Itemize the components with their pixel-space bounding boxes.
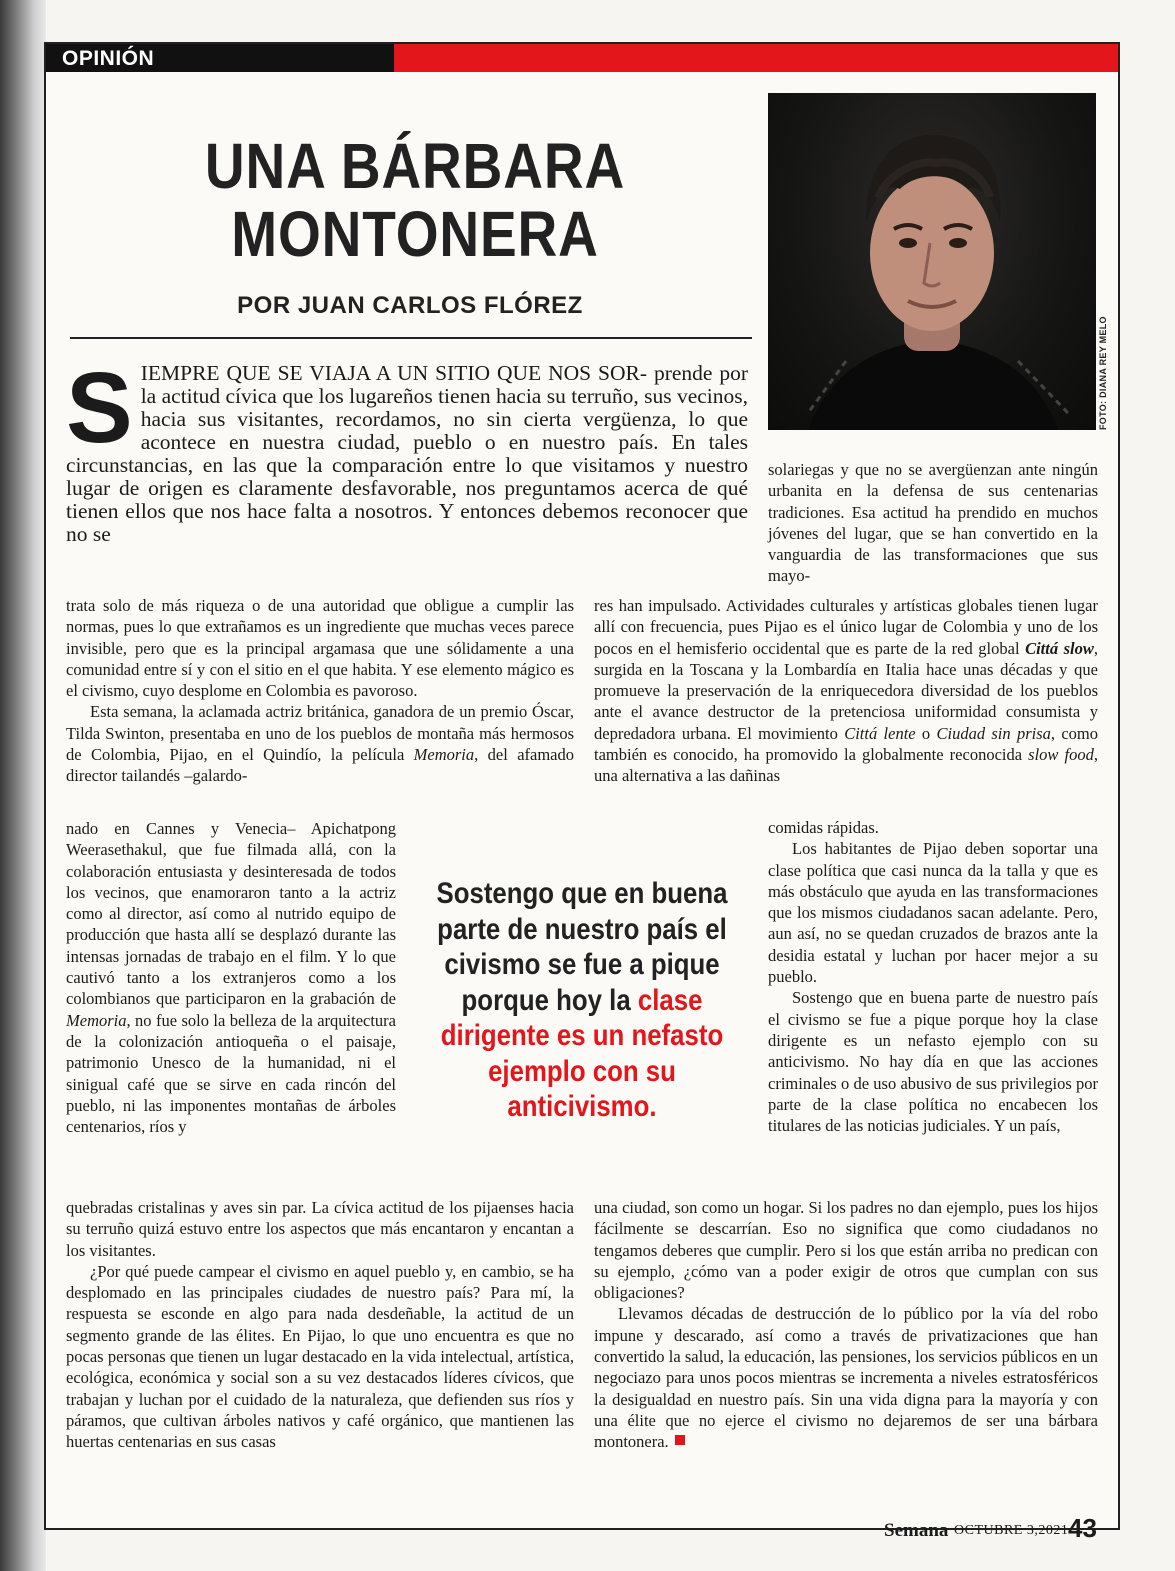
author-photo (768, 93, 1096, 430)
body-paragraph: solariegas y que no se avergüenzan ante ningún urbanita en la defensa de sus centenarias tradiciones. Esa actitud ha prendido en muchos jóvenes del lugar, que se han convertido en la vanguardia de las transformaciones que sus mayo- (768, 460, 1098, 586)
column-left-narrow (66, 818, 396, 1137)
text-run: res han impulsado. Actividades culturales y artísticas globales tienen lugar allí con frecuencia, pues Pijao es el único lugar de Colombia y uno de los pocos en el hemisferio occidental que es parte de la red global (594, 596, 1098, 658)
pull-quote-black: Sostengo que en buena parte de nuestro país el civismo se fue a pique porque hoy la (436, 877, 728, 1017)
column-right-narrow (768, 817, 1098, 1136)
text-run: nado en Cannes y Venecia– Apichatpong Weerasethakul, que fue filmada allá, con la colaboración entusiasta y desinteresada de todos los vecinos, que enamoraron tanto a la actriz como al director, así como al nutrido equipo de producción que hasta allí se desplazó durante las intensas jornadas de trabajo en el film. Y lo que cautivó tanto a los extranjeros como a los colombianos que participaron en la grabación de (66, 819, 396, 1009)
body-paragraph: trata solo de más riqueza o de una autoridad que obligue a cumplir las normas, pues lo que extrañamos es un ingrediente que muchas veces parece invisible, pero que es la principal argamasa que une sólidamente a una comunidad entre sí y con el sitio en el que habita. Y ese elemento mágico es el civismo, cuyo desplome en Colombia es pavoroso. (66, 596, 574, 701)
body-paragraph (66, 818, 396, 1137)
film-title: Memoria (66, 1010, 127, 1030)
body-paragraph (66, 701, 574, 786)
publication-name: Semana (884, 1520, 949, 1541)
section-bar (46, 44, 1118, 72)
text-run: Llevamos décadas de destrucción de lo público por la vía del robo impune y descarado, así como a través de privatizaciones que han convertido la salud, la educación, las pensiones, los servicios públicos en un negociazo para unos pocos mientras se incrementa a niveles estratosféricos la desigualdad en nuestro país. Sin una vida digna para la mayoría y con una élite que no ejerce el civismo no dejaremos de ser una bárbara montonera. (594, 1304, 1098, 1452)
end-mark-icon (675, 1435, 685, 1445)
movement-alt-name: Ciudad sin prisa (936, 723, 1051, 743)
text-run: , como también es conocido, ha promovido la globalmente reconocida (594, 723, 1098, 765)
page-number: 43 (1068, 1513, 1097, 1543)
section-label: OPINIÓN (62, 47, 155, 70)
body-paragraph: una ciudad, son como un hogar. Si los padres no dan ejemplo, pues los hijos fácilmente se descarrían. Eso no significa que como ciudadanos no tengamos deberes que cumplir. Pero si los que están arriba no predican con su ejemplo, ¿cómo van a poder exigir de otros que cumplan con sus obligaciones? (594, 1198, 1098, 1303)
magazine-spine-shadow (0, 0, 46, 1571)
body-paragraph: comidas rápidas. (768, 818, 879, 837)
author-portrait-illustration (768, 93, 1096, 430)
body-paragraph: Los habitantes de Pijao deben soportar una clase política que casi nunca da la talla y que es más obstáculo que ayuda en las transformaciones que los mismos ciudadanos sacan adelante. Pero, aun así, no se quedan cruzados de brazos ante la desidia estatal y luchan por hacer mejor a su pueblo. (768, 839, 1098, 987)
body-paragraph (594, 1303, 1098, 1452)
column-middle (594, 595, 1098, 787)
text-run: o (915, 723, 937, 743)
body-paragraph: ¿Por qué puede campear el civismo en aquel pueblo y, en cambio, se ha desplomado en las principales ciudades de nuestro país? Para mí, la respuesta se esconde en algo para nada desdeñable, la actitud de un segmento grande de las élites. En Pijao, lo que uno encuentra es que no pocas personas que tienen un lugar destacado en la vida intelectual, artística, ecológica, económica y social son a su vez destacados líderes cívicos, que trabajan y luchan por el cuidado de la naturaleza, que defienden sus ríos y páramos, que cultivan árboles nativos y café orgánico, que mantienen las huertas centenarias en sus casas (66, 1261, 574, 1452)
text-run: Esta semana, la aclamada actriz británica, ganadora de un premio Óscar, Tilda Swinton, presentaba en uno de los pueblos de montaña más hermosos de Colombia, Pijao, en el Quindío, la película (66, 702, 574, 765)
movement-name: Cittá lente (844, 723, 916, 743)
body-paragraph: quebradas cristalinas y aves sin par. La cívica actitud de los pijaenses hacia su terruño quizá estuvo entre los aspectos que más encantaron y encantan a los visitantes. (66, 1198, 574, 1260)
body-paragraph: Sostengo que en buena parte de nuestro país el civismo se fue a pique porque hoy la clase dirigente es un nefasto ejemplo con su anticivismo. No hay día en que las acciones criminales o de uso abusivo de sus privilegios por parte de la clase política no encabecen los titulares de las noticias judiciales. Y un país, (768, 988, 1098, 1136)
text-run: , surgida en la Toscana y la Lombardía en Italia hace unas décadas y que promueve la preservación de la enriquecedora diversidad de los pueblos ante el avance destructor de la pretenciosa uniformidad consumista y depredadora urbana. El movimiento (594, 638, 1098, 743)
pull-quote-red: clase dirigente es un nefasto ejemplo con su anticivismo. (440, 983, 724, 1123)
photo-credit: FOTO: DIANA REY MELO (1098, 316, 1108, 430)
lead-text: prende por la actitud cívica que los lugareños tienen hacia su terruño, sus vecinos, hacia sus visitantes, recordamos, no sin cierta vergüenza, lo que acontece en nuestra ciudad, pueblo o en nuestro país. En tales circunstancias, en las que la comparación entre lo que visitamos y nuestro lugar de origen es claramente desfavorable, nos preguntamos acerca de qué tienen ellos que nos hace falta a nosotros. Y entonces debemos reconocer que no se (66, 361, 749, 546)
lead-paragraph (66, 352, 749, 546)
column-left-top (66, 595, 574, 787)
lead-first-words: IEMPRE QUE SE VIAJA A UN SITIO QUE NOS SOR- (140, 361, 647, 385)
headline: UNA BÁRBARA MONTONERA (204, 130, 626, 270)
column-right-top (768, 459, 1098, 587)
film-title: Memoria (413, 745, 475, 765)
column-left-bottom (66, 1197, 574, 1453)
pull-quote (436, 876, 728, 1125)
network-name: Cittá slow (1025, 638, 1094, 658)
text-run: , no fue solo la belleza de la arquitectura de la colonización antioqueña o el paisaje, patrimonio Unesco de la humanidad, ni el sinigual café que se sirve en cada rincón del pueblo, ni las imponentes montañas de árboles centenarios, ríos y (66, 1010, 396, 1137)
text-run: , del afamado director tailandés –galardo- (66, 745, 574, 786)
byline: POR JUAN CARLOS FLÓREZ (237, 292, 583, 319)
issue-date: OCTUBRE 3,2021 (954, 1523, 1069, 1538)
drop-cap: S (66, 352, 133, 464)
body-paragraph (594, 595, 1098, 787)
column-right-bottom (594, 1197, 1098, 1453)
slow-food-term: slow food (1028, 745, 1094, 765)
headline-rule (70, 337, 752, 339)
text-run: , una alternativa a las dañinas (594, 745, 1098, 786)
